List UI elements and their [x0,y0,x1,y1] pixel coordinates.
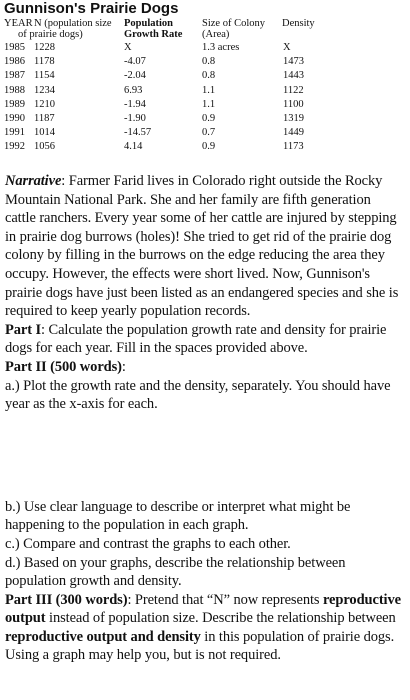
part1-paragraph [5,321,405,358]
cell-year: 1992 [4,141,25,152]
narrative-paragraph [5,172,405,321]
narrative-text: : Farmer Farid lives in Colorado right outside the Rocky Mountain National Park. She and her family are fifth generation cattle ranchers. Every year some of her cattle are injured by stepping in prairie dog burrows (holes)! She tried to get rid of the prairie dog colony by filling in the burrows on the edge reducing the area they occupy. However, the effects were short lived. Now, Gunnison's prairie dogs have just been listed as an endangered species and she is required to keep yearly population records. [5,173,399,320]
cell-density: 1122 [283,85,304,96]
page-title: Gunnison's Prairie Dogs [4,0,179,17]
cell-year: 1989 [4,99,25,110]
cell-size: 1.1 [202,85,216,96]
cell-growth: -4.07 [124,56,146,67]
cell-density: 1319 [283,113,304,124]
assignment-text [5,172,405,665]
cell-size: 0.9 [202,141,216,152]
part3-text-1: : Pretend that “N” now represents [127,591,323,608]
cell-growth: X [124,42,132,53]
narrative-label: Narrative [5,173,62,189]
cell-size: 0.9 [202,113,216,124]
part3-paragraph [5,591,405,665]
cell-year: 1986 [4,56,25,67]
blank-space [5,414,405,498]
part3-label: Part III (300 words) [5,591,128,608]
cell-growth: -1.94 [124,99,146,110]
cell-year: 1990 [4,113,25,124]
part1-text: : Calculate the population growth rate and density for prairie dogs for each year. Fill in the spaces provided above. [5,321,387,357]
cell-size: 0.8 [202,70,216,81]
header-n-line1: N (population size [34,18,112,29]
cell-size: 1.1 [202,99,216,110]
part2-label: Part II (500 words) [5,358,122,375]
part3-text-3: in this population of prairie dogs. Using a graph may help you, but is not required. [5,628,395,664]
cell-n: 1154 [34,70,55,81]
cell-n: 1056 [34,141,55,152]
header-growth-line2: Growth Rate [124,29,183,40]
cell-density: X [283,42,291,53]
cell-size: 1.3 acres [202,42,240,53]
cell-growth: -14.57 [124,127,152,138]
header-growth-line1: Population [124,18,174,29]
part1-label: Part I [5,321,42,338]
cell-growth: 4.14 [124,141,143,152]
cell-year: 1991 [4,127,25,138]
header-colony-line2: (Area) [202,29,230,40]
cell-density: 1173 [283,141,304,152]
cell-year: 1985 [4,42,25,53]
part2-item-a: a.) Plot the growth rate and the density, separately. You should have year as the x-axis for each. [5,377,391,413]
cell-n: 1187 [34,113,55,124]
cell-year: 1987 [4,70,25,81]
cell-n: 1014 [34,127,55,138]
data-table [0,0,410,170]
part2-colon: : [121,358,126,375]
part2-item-c: c.) Compare and contrast the graphs to each other. [5,535,291,552]
header-colony-line1: Size of Colony [202,18,265,29]
part3-bold-1: reproductive output [5,591,401,627]
cell-size: 0.7 [202,127,216,138]
cell-growth: -2.04 [124,70,146,81]
header-year: YEAR [4,18,33,29]
cell-year: 1988 [4,85,25,96]
header-density: Density [282,18,315,29]
cell-n: 1178 [34,56,55,67]
part2-heading [5,358,405,377]
part3-bold-2: reproductive output and density [5,628,201,645]
part2-item-b: b.) Use clear language to describe or interpret what might be happening to the population in each graph. [5,498,351,534]
cell-density: 1443 [283,70,304,81]
cell-density: 1100 [283,99,304,110]
cell-growth: 6.93 [124,85,143,96]
header-n-line2: of prairie dogs) [18,29,83,40]
cell-density: 1473 [283,56,304,67]
part2-item-d: d.) Based on your graphs, describe the relationship between population growth and density. [5,554,346,590]
cell-size: 0.8 [202,56,216,67]
part3-text-2: instead of population size. Describe the relationship between [45,610,396,627]
cell-n: 1210 [34,99,55,110]
cell-n: 1234 [34,85,55,96]
cell-density: 1449 [283,127,304,138]
cell-n: 1228 [34,42,55,53]
cell-growth: -1.90 [124,113,146,124]
